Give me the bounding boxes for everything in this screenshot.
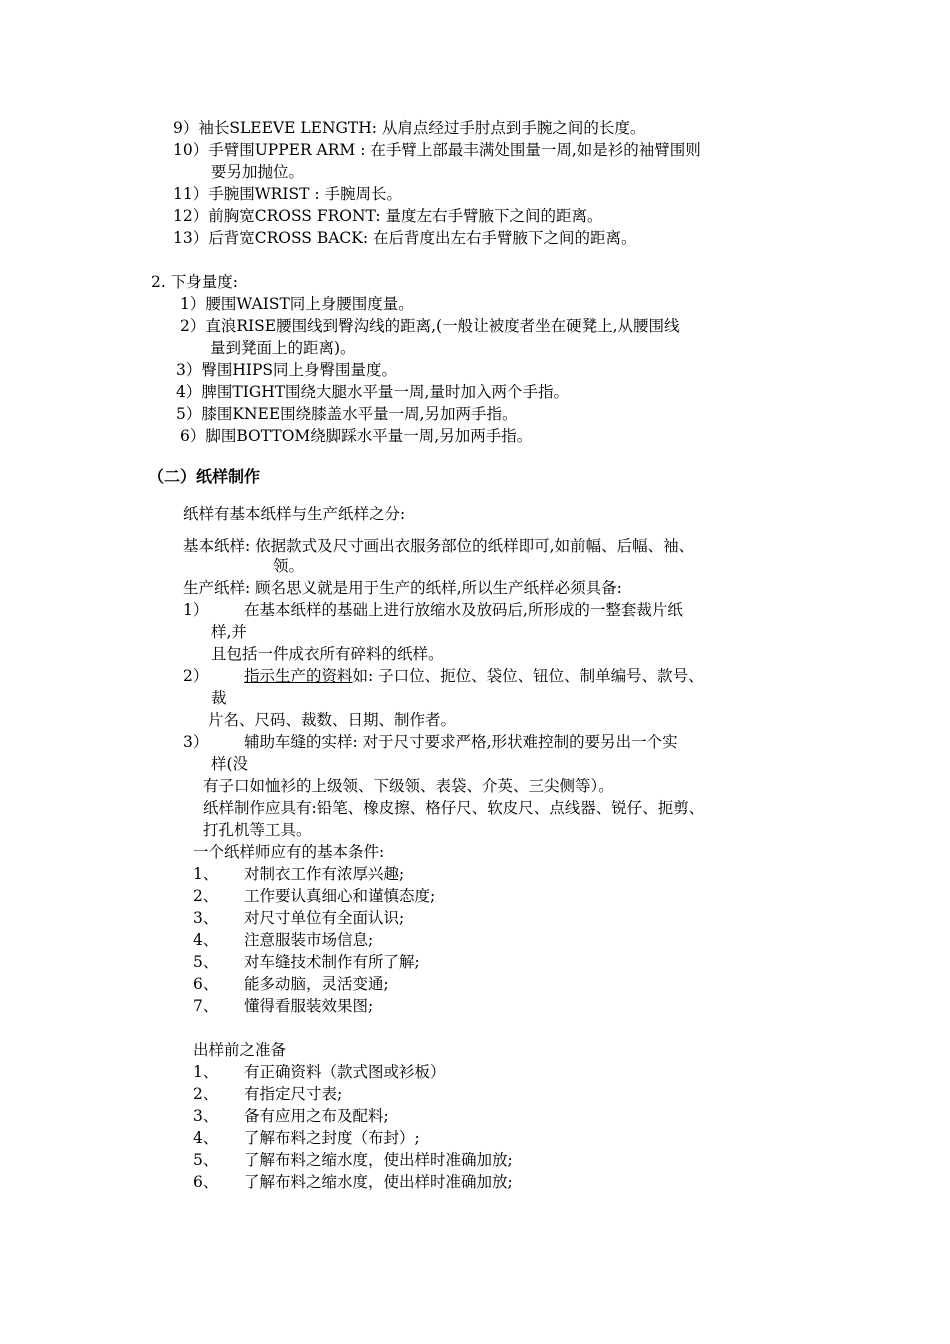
preparation-5-text: 了解布料之缩水度，使出样时准确加放; [244, 1151, 513, 1169]
condition-7-text: 懂得看服装效果图; [244, 997, 374, 1015]
production-pattern-line: 生产纸样: 顾名思义就是用于生产的纸样,所以生产纸样必须具备: [183, 579, 622, 597]
condition-2-number: 2、 [193, 887, 219, 905]
preparation-1-number: 1、 [193, 1063, 219, 1081]
upper-item-9: 9）袖长SLEEVE LENGTH: 从肩点经过手肘点到手腕之间的长度。 [173, 119, 646, 137]
prod-item-1-line-a: 在基本纸样的基础上进行放缩水及放码后,所形成的一整套裁片纸 [244, 601, 683, 619]
condition-5-text: 对车缝技术制作有所了解; [244, 953, 420, 971]
condition-6-text: 能多动脑，灵活变通; [244, 975, 389, 993]
preparation-4-number: 4、 [193, 1129, 219, 1147]
prod-item-1-line-b: 样,并 [211, 623, 247, 641]
prod-item-3-number: 3） [183, 733, 209, 751]
preparation-1-text: 有正确资料（款式图或衫板） [244, 1063, 446, 1081]
condition-3-text: 对尺寸单位有全面认识; [244, 909, 405, 927]
lower-item-5: 5）膝围KNEE围绕膝盖水平量一周,另加两手指。 [176, 405, 518, 423]
prod-item-2-line-a [244, 665, 704, 687]
condition-1-number: 1、 [193, 865, 219, 883]
prod-item-3-line-a: 辅助车缝的实样: 对于尺寸要求严格,形状难控制的要另出一个实 [244, 733, 678, 751]
condition-5-number: 5、 [193, 953, 219, 971]
prod-item-2-underlined-term: 指示生产的资料 [244, 667, 353, 685]
preparation-5-number: 5、 [193, 1151, 219, 1169]
prod-item-2-line-b: 裁 [211, 689, 227, 707]
upper-item-13: 13）后背宽CROSS BACK: 在后背度出左右手臂腋下之间的距离。 [173, 229, 637, 247]
condition-7-number: 7、 [193, 997, 219, 1015]
section-heading: （二）纸样制作 [148, 467, 261, 486]
conditions-title: 一个纸样师应有的基本条件: [193, 843, 385, 861]
prod-item-3-line-c: 有子口如恤衫的上级领、下级领、表袋、介英、三尖侧等）。 [203, 777, 614, 795]
lower-item-2-cont: 量到凳面上的距离)。 [210, 339, 356, 357]
condition-1-text: 对制衣工作有浓厚兴趣; [244, 865, 405, 883]
lower-item-1: 1）腰围WAIST同上身腰围度量。 [180, 295, 414, 313]
condition-2-text: 工作要认真细心和谨慎态度; [244, 887, 436, 905]
tools-line-2: 打孔机等工具。 [203, 821, 312, 839]
condition-4-number: 4、 [193, 931, 219, 949]
preparation-2-number: 2、 [193, 1085, 219, 1103]
prod-item-2-number: 2） [183, 667, 209, 685]
preparation-3-number: 3、 [193, 1107, 219, 1125]
condition-3-number: 3、 [193, 909, 219, 927]
basic-pattern-line-1: 基本纸样: 依据款式及尺寸画出衣服务部位的纸样即可,如前幅、后幅、袖、 [183, 537, 695, 555]
condition-6-number: 6、 [193, 975, 219, 993]
lower-item-3: 3）臀围HIPS同上身臀围量度。 [176, 361, 398, 379]
condition-4-text: 注意服装市场信息; [244, 931, 374, 949]
lower-item-6: 6）脚围BOTTOM绕脚踩水平量一周,另加两手指。 [180, 427, 533, 445]
lower-title: 2. 下身量度: [151, 273, 238, 291]
upper-item-10: 10）手臂围UPPER ARM : 在手臂上部最丰满处围量一周,如是衫的袖臂围则 [173, 141, 701, 159]
preparation-6-number: 6、 [193, 1173, 219, 1191]
lower-item-4: 4）脾围TIGHT围绕大腿水平量一周,量时加入两个手指。 [176, 383, 569, 401]
upper-item-10-cont: 要另加抛位。 [211, 163, 305, 181]
preparation-3-text: 备有应用之布及配料; [244, 1107, 389, 1125]
preparation-2-text: 有指定尺寸表; [244, 1085, 343, 1103]
upper-item-11: 11）手腕围WRIST : 手腕周长。 [173, 185, 402, 203]
tools-line-1: 纸样制作应具有:铅笔、橡皮擦、格仔尺、软皮尺、点线器、锐仔、扼剪、 [203, 799, 705, 817]
upper-item-12: 12）前胸宽CROSS FRONT: 量度左右手臂腋下之间的距离。 [173, 207, 603, 225]
section-intro: 纸样有基本纸样与生产纸样之分: [183, 505, 406, 523]
prod-item-2-line-c: 片名、尺码、裁数、日期、制作者。 [208, 711, 457, 729]
lower-item-2: 2）直浪RISE腰围线到臀沟线的距离,(一般让被度者坐在硬凳上,从腰围线 [180, 317, 680, 335]
preparation-4-text: 了解布料之封度（布封）; [244, 1129, 420, 1147]
prod-item-2-rest: 如: 子口位、扼位、袋位、钮位、制单编号、款号、 [352, 667, 704, 685]
prod-item-3-line-b: 样(没 [211, 755, 249, 773]
prod-item-1-number: 1） [183, 601, 209, 619]
preparations-title: 出样前之准备 [193, 1041, 287, 1059]
prod-item-1-line-c: 且包括一件成衣所有碎料的纸样。 [211, 645, 444, 663]
preparation-6-text: 了解布料之缩水度，使出样时准确加放; [244, 1173, 513, 1191]
basic-pattern-line-2: 领。 [273, 557, 305, 575]
